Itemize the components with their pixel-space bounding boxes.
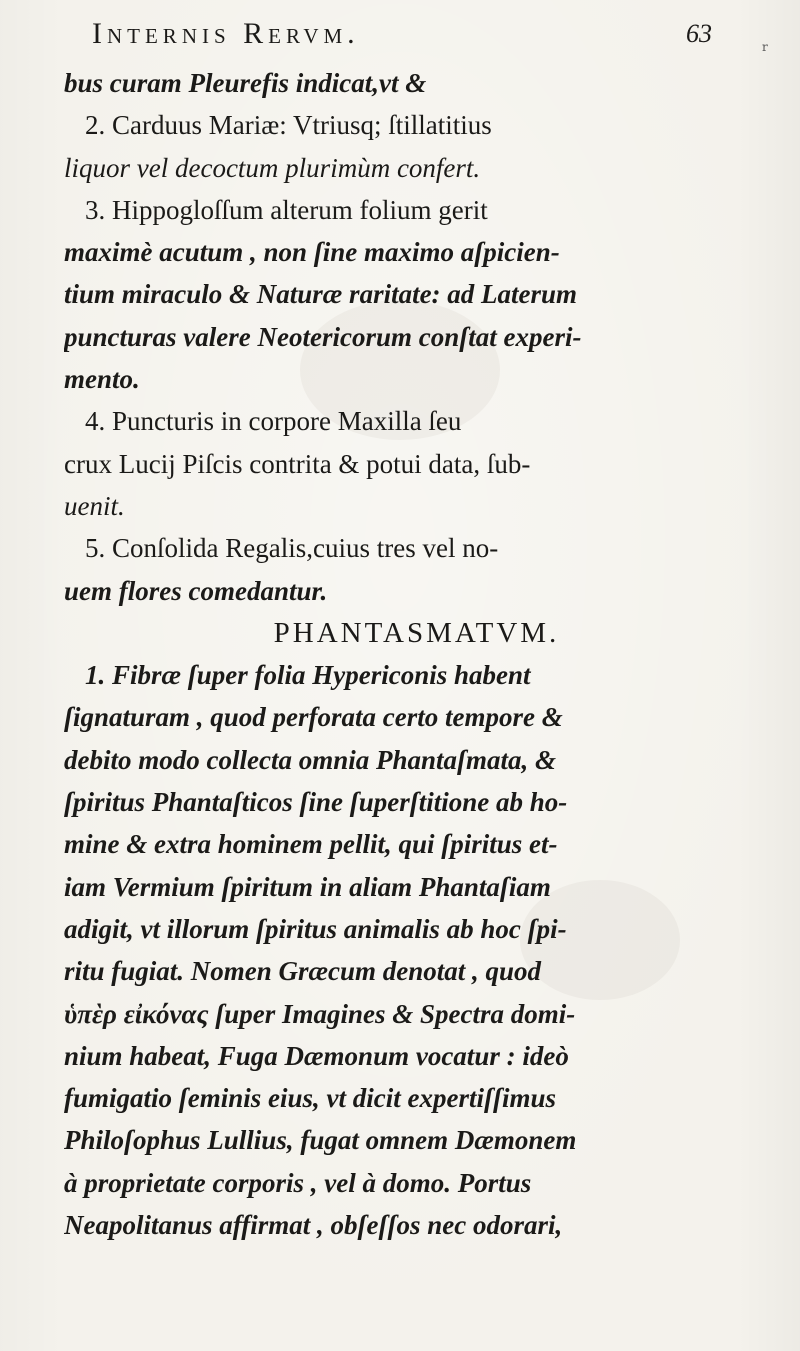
text-line: 2. Carduus Mariæ: Vtriusq; ſtillatitius bbox=[85, 110, 492, 141]
text-line: uenit. bbox=[64, 490, 125, 521]
text-line: tium miraculo & Naturæ raritate: ad Laterum bbox=[64, 279, 578, 310]
text-line: ſpiritus Phantaſticos ſine ſuperſtitione ab ho- bbox=[64, 787, 568, 818]
text-line: liquor vel decoctum plurimùm confert. bbox=[64, 152, 481, 183]
text-line: ritu fugiat. Nomen Græcum denotat , quod bbox=[64, 956, 542, 987]
body-text bbox=[64, 62, 769, 1246]
section-heading: PHANTASMATVM. bbox=[273, 616, 560, 649]
text-line: ſignaturam , quod perforata certo tempore & bbox=[64, 702, 563, 733]
text-line: iam Vermium ſpiritum in aliam Phantaſiam bbox=[64, 871, 551, 902]
page-number: 63 bbox=[686, 19, 712, 48]
running-title: Internis Rervm. bbox=[92, 17, 360, 50]
text-line: adigit, vt illorum ſpiritus animalis ab hoc ſpi- bbox=[64, 913, 567, 944]
text-line: mento. bbox=[64, 364, 140, 395]
text-line: 4. Puncturis in corpore Maxilla ſeu bbox=[85, 406, 462, 437]
text-line: nium habeat, Fuga Dæmonum vocatur : ideò bbox=[64, 1040, 569, 1071]
text-line: 1. Fibræ ſuper folia Hypericonis habent bbox=[85, 660, 531, 691]
text-line: debito modo collecta omnia Phantaſmata, & bbox=[64, 744, 556, 775]
text-line: 5. Conſolida Regalis,cuius tres vel no- bbox=[85, 533, 499, 564]
text-line: uem flores comedantur. bbox=[64, 575, 328, 606]
text-line: à proprietate corporis , vel à domo. Portus bbox=[64, 1167, 532, 1198]
text-line: Neapolitanus affirmat , obſeſſos nec odorari, bbox=[64, 1210, 563, 1241]
text-line: ὑπὲρ εἰκόνας ſuper Imagines & Spectra domi- bbox=[64, 998, 576, 1029]
corner-mark: r bbox=[762, 40, 768, 54]
text-line: mine & extra hominem pellit, qui ſpiritus et- bbox=[64, 829, 558, 860]
page-header bbox=[92, 12, 712, 56]
text-line: maximè acutum , non ſine maximo aſpicien- bbox=[64, 237, 560, 268]
text-line: fumigatio ſeminis eius, vt dicit expertiſſimus bbox=[64, 1083, 556, 1114]
text-line: bus curam Pleurefis indicat,vt & bbox=[64, 68, 427, 98]
text-line: puncturas valere Neotericorum conſtat experi- bbox=[64, 321, 582, 352]
text-line: 3. Hippogloſſum alterum folium gerit bbox=[85, 194, 488, 225]
text-line: crux Lucij Piſcis contrita & potui data, ſub- bbox=[64, 448, 531, 479]
text-line: Philoſophus Lullius, fugat omnem Dæmonem bbox=[64, 1125, 577, 1156]
